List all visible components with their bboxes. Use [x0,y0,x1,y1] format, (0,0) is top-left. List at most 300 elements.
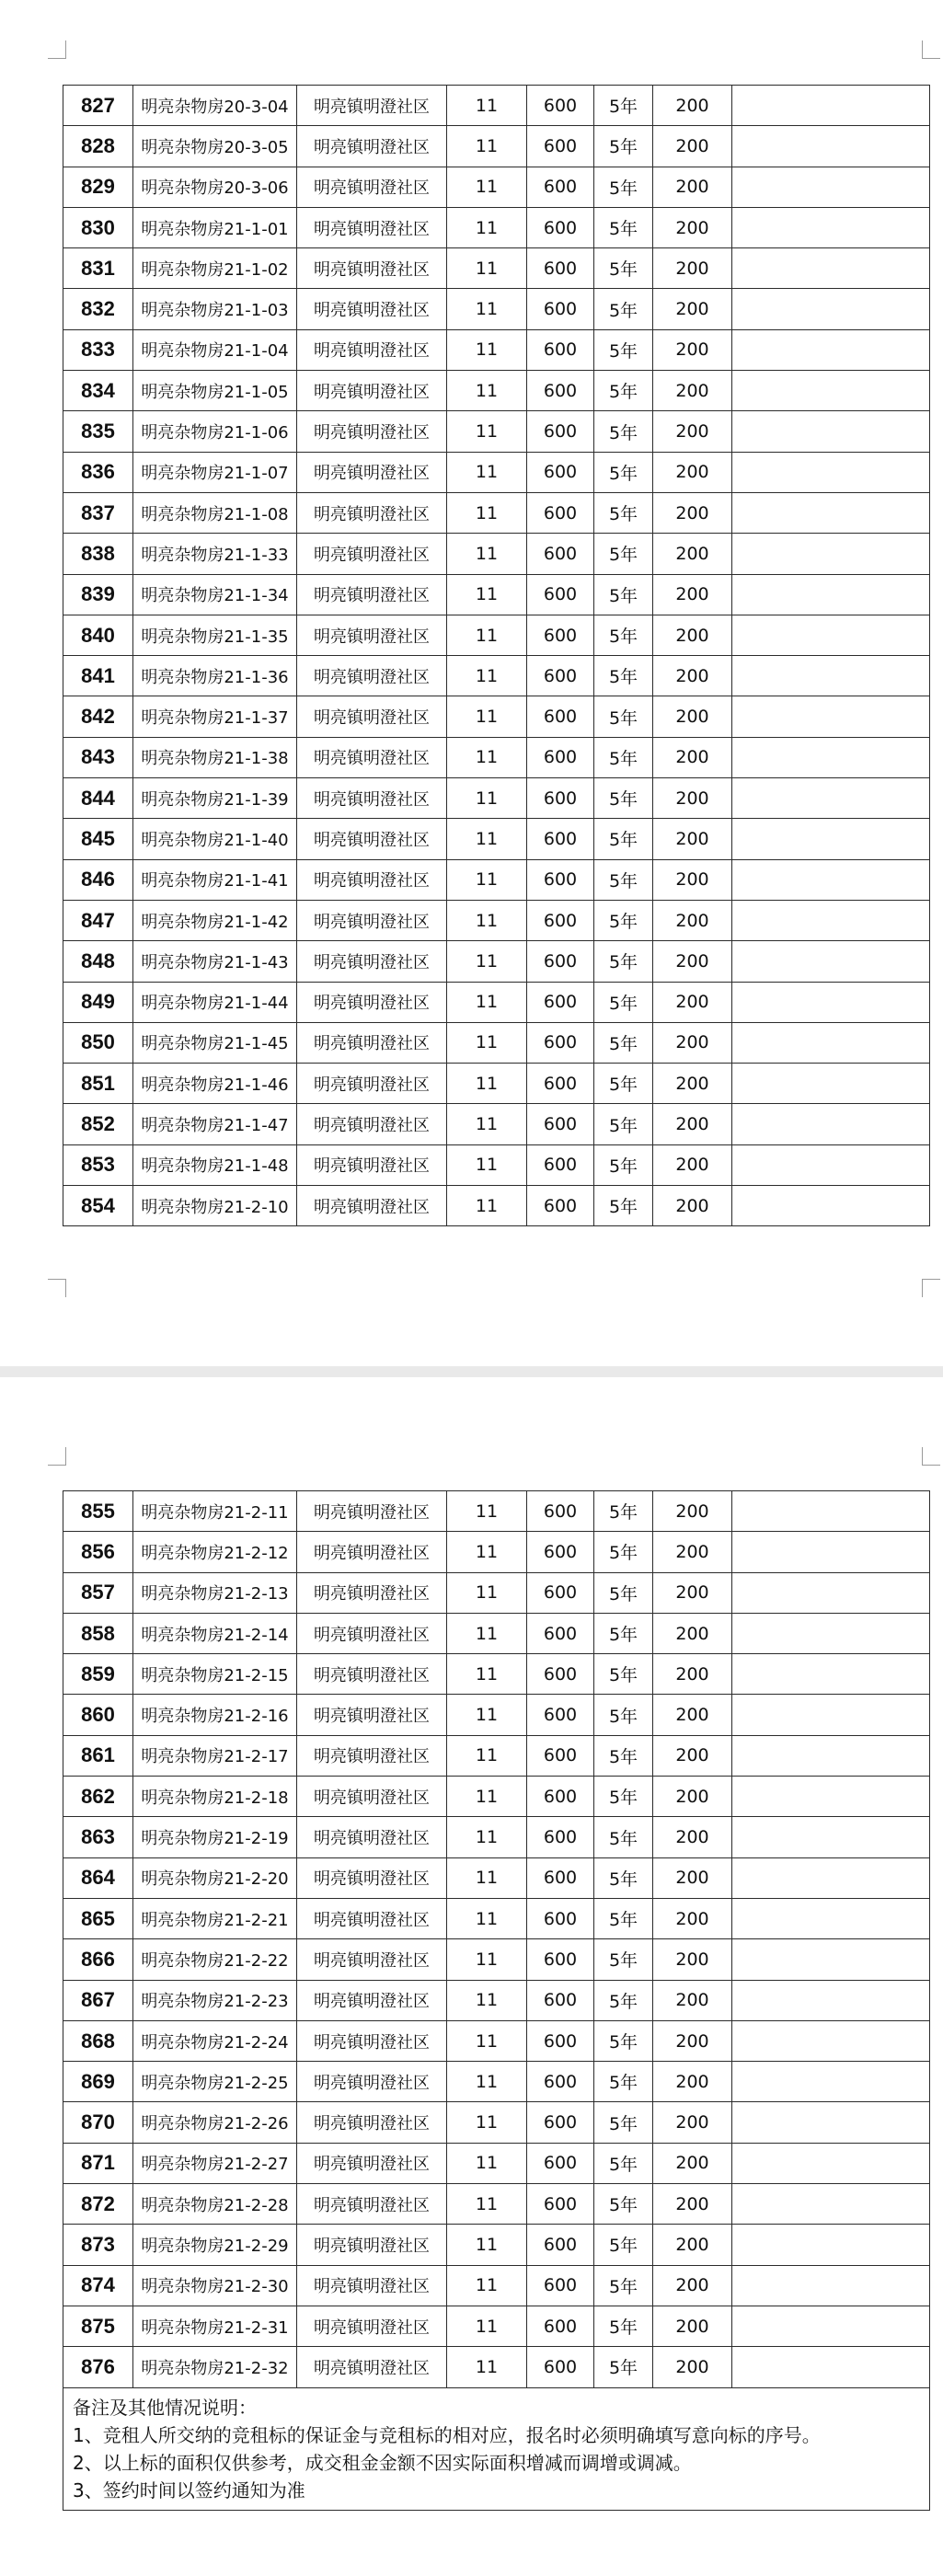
item-area: 11 [447,2143,527,2183]
item-term: 5年 [594,574,653,615]
item-name: 明亮杂物房21-1-07 [133,452,297,492]
row-number: 875 [63,2306,133,2346]
item-deposit: 200 [653,2184,732,2225]
item-remark [732,2225,930,2265]
table-row [63,2225,930,2265]
item-price: 600 [527,1144,594,1185]
item-term: 5年 [594,1777,653,1817]
item-price: 600 [527,1572,594,1613]
table-row [63,574,930,615]
item-price: 600 [527,411,594,452]
item-deposit: 200 [653,492,732,533]
item-name: 明亮杂物房21-2-21 [133,1898,297,1938]
item-term: 5年 [594,2225,653,2265]
item-deposit: 200 [653,1939,732,1980]
item-term: 5年 [594,207,653,247]
item-deposit: 200 [653,1186,732,1226]
item-area: 11 [447,1186,527,1226]
item-remark [732,982,930,1022]
item-area: 11 [447,534,527,574]
table-row [63,1104,930,1144]
item-remark [732,1532,930,1572]
item-remark [732,2347,930,2387]
item-term: 5年 [594,615,653,655]
item-location: 明亮镇明澄社区 [297,1572,447,1613]
row-number: 862 [63,1777,133,1817]
item-term: 5年 [594,1064,653,1104]
item-term: 5年 [594,1532,653,1572]
item-area: 11 [447,207,527,247]
row-number: 858 [63,1613,133,1653]
row-number: 868 [63,2020,133,2061]
item-price: 600 [527,941,594,982]
item-location: 明亮镇明澄社区 [297,1857,447,1898]
item-location: 明亮镇明澄社区 [297,289,447,329]
item-area: 11 [447,1735,527,1776]
item-name: 明亮杂物房21-2-13 [133,1572,297,1613]
item-remark [732,1980,930,2020]
table-row [63,1572,930,1613]
item-term: 5年 [594,452,653,492]
row-number: 839 [63,574,133,615]
row-number: 840 [63,615,133,655]
item-term: 5年 [594,737,653,777]
item-remark [732,737,930,777]
item-name: 明亮杂物房21-1-40 [133,819,297,859]
item-price: 600 [527,900,594,940]
item-price: 600 [527,2265,594,2306]
item-remark [732,656,930,696]
table-row [63,371,930,411]
row-number: 867 [63,1980,133,2020]
notes-line: 1、竞租人所交纳的竞租标的保证金与竞租标的相对应，报名时必须明确填写意向标的序号。 [73,2423,821,2446]
item-remark [732,2306,930,2346]
item-name: 明亮杂物房20-3-04 [133,86,297,126]
item-area: 11 [447,696,527,737]
item-deposit: 200 [653,737,732,777]
row-number: 834 [63,371,133,411]
table-row [63,492,930,533]
table-row [63,1532,930,1572]
item-remark [732,1144,930,1185]
item-term: 5年 [594,167,653,207]
item-area: 11 [447,1144,527,1185]
item-name: 明亮杂物房21-1-43 [133,941,297,982]
item-price: 600 [527,1817,594,1857]
item-location: 明亮镇明澄社区 [297,2184,447,2225]
notes-title: 备注及其他情况说明： [73,2396,257,2419]
item-deposit: 200 [653,1695,732,1735]
item-remark [732,2020,930,2061]
item-name: 明亮杂物房21-2-18 [133,1777,297,1817]
item-area: 11 [447,1654,527,1695]
item-name: 明亮杂物房21-1-35 [133,615,297,655]
row-number: 842 [63,696,133,737]
table-row [63,2347,930,2387]
item-price: 600 [527,1939,594,1980]
lease-table-page-2 [63,1490,930,2511]
item-location: 明亮镇明澄社区 [297,1022,447,1063]
item-deposit: 200 [653,2225,732,2265]
table-row [63,1857,930,1898]
item-remark [732,696,930,737]
row-number: 846 [63,859,133,900]
table-row [63,819,930,859]
item-area: 11 [447,656,527,696]
item-remark [732,1939,930,1980]
item-area: 11 [447,492,527,533]
item-price: 600 [527,982,594,1022]
item-deposit: 200 [653,1022,732,1063]
item-area: 11 [447,167,527,207]
item-remark [732,452,930,492]
item-location: 明亮镇明澄社区 [297,1613,447,1653]
item-remark [732,2062,930,2102]
item-term: 5年 [594,1572,653,1613]
item-deposit: 200 [653,859,732,900]
item-location: 明亮镇明澄社区 [297,1980,447,2020]
item-deposit: 200 [653,1857,732,1898]
table-row [63,329,930,370]
table-row [63,2062,930,2102]
item-price: 600 [527,778,594,819]
item-term: 5年 [594,696,653,737]
item-price: 600 [527,2102,594,2143]
item-price: 600 [527,1857,594,1898]
row-number: 832 [63,289,133,329]
item-remark [732,1857,930,1898]
table-row [63,534,930,574]
table-row [63,1817,930,1857]
item-term: 5年 [594,2184,653,2225]
item-location: 明亮镇明澄社区 [297,2265,447,2306]
item-remark [732,941,930,982]
item-location: 明亮镇明澄社区 [297,2306,447,2346]
item-term: 5年 [594,2143,653,2183]
item-term: 5年 [594,859,653,900]
item-deposit: 200 [653,819,732,859]
item-name: 明亮杂物房21-2-11 [133,1491,297,1532]
item-name: 明亮杂物房21-1-01 [133,207,297,247]
item-area: 11 [447,126,527,167]
item-area: 11 [447,1491,527,1532]
table-row [63,452,930,492]
item-remark [732,1491,930,1532]
table-row [63,126,930,167]
item-remark [732,615,930,655]
notes-line: 3、签约时间以签约通知为准 [73,2478,305,2501]
table-row [63,778,930,819]
item-deposit: 200 [653,371,732,411]
item-name: 明亮杂物房21-1-44 [133,982,297,1022]
row-number: 852 [63,1104,133,1144]
item-term: 5年 [594,1613,653,1653]
item-location: 明亮镇明澄社区 [297,329,447,370]
item-price: 600 [527,289,594,329]
item-area: 11 [447,1857,527,1898]
page-corner-mark [922,1447,940,1466]
item-remark [732,1022,930,1063]
table-row [63,1144,930,1185]
item-deposit: 200 [653,126,732,167]
table-row [63,941,930,982]
item-name: 明亮杂物房21-2-27 [133,2143,297,2183]
item-deposit: 200 [653,2102,732,2143]
row-number: 859 [63,1654,133,1695]
row-number: 829 [63,167,133,207]
item-deposit: 200 [653,329,732,370]
item-term: 5年 [594,656,653,696]
item-deposit: 200 [653,86,732,126]
item-area: 11 [447,1022,527,1063]
row-number: 863 [63,1817,133,1857]
table-row [63,737,930,777]
table-row [63,1939,930,1980]
row-number: 830 [63,207,133,247]
item-price: 600 [527,1532,594,1572]
table-row [63,207,930,247]
item-location: 明亮镇明澄社区 [297,1654,447,1695]
item-price: 600 [527,574,594,615]
table-row [63,1898,930,1938]
item-name: 明亮杂物房21-1-03 [133,289,297,329]
item-price: 600 [527,1613,594,1653]
item-term: 5年 [594,2265,653,2306]
item-price: 600 [527,1695,594,1735]
item-term: 5年 [594,411,653,452]
item-price: 600 [527,737,594,777]
item-deposit: 200 [653,574,732,615]
row-number: 836 [63,452,133,492]
item-term: 5年 [594,2020,653,2061]
table-row [63,1777,930,1817]
item-price: 600 [527,1064,594,1104]
item-name: 明亮杂物房21-1-08 [133,492,297,533]
item-area: 11 [447,1939,527,1980]
item-deposit: 200 [653,1613,732,1653]
row-number: 827 [63,86,133,126]
item-remark [732,86,930,126]
item-deposit: 200 [653,1777,732,1817]
item-deposit: 200 [653,1144,732,1185]
item-name: 明亮杂物房21-2-25 [133,2062,297,2102]
item-area: 11 [447,1613,527,1653]
row-number: 857 [63,1572,133,1613]
item-location: 明亮镇明澄社区 [297,1898,447,1938]
table-row [63,2102,930,2143]
item-price: 600 [527,86,594,126]
item-term: 5年 [594,900,653,940]
item-deposit: 200 [653,452,732,492]
item-remark [732,1654,930,1695]
item-location: 明亮镇明澄社区 [297,2225,447,2265]
table-row [63,289,930,329]
item-term: 5年 [594,248,653,289]
item-term: 5年 [594,371,653,411]
item-location: 明亮镇明澄社区 [297,248,447,289]
item-area: 11 [447,411,527,452]
item-price: 600 [527,167,594,207]
item-name: 明亮杂物房21-1-47 [133,1104,297,1144]
row-number: 871 [63,2143,133,2183]
item-price: 600 [527,534,594,574]
table-row [63,615,930,655]
item-price: 600 [527,819,594,859]
item-location: 明亮镇明澄社区 [297,1064,447,1104]
item-name: 明亮杂物房21-2-10 [133,1186,297,1226]
item-term: 5年 [594,1857,653,1898]
item-deposit: 200 [653,2020,732,2061]
item-deposit: 200 [653,656,732,696]
item-term: 5年 [594,819,653,859]
table-row [63,1654,930,1695]
item-remark [732,2265,930,2306]
item-remark [732,1104,930,1144]
item-deposit: 200 [653,1532,732,1572]
row-number: 851 [63,1064,133,1104]
item-remark [732,778,930,819]
item-name: 明亮杂物房20-3-05 [133,126,297,167]
item-area: 11 [447,859,527,900]
item-remark [732,574,930,615]
item-remark [732,2184,930,2225]
item-term: 5年 [594,289,653,329]
item-remark [732,900,930,940]
row-number: 860 [63,1695,133,1735]
item-deposit: 200 [653,1817,732,1857]
item-remark [732,207,930,247]
item-location: 明亮镇明澄社区 [297,941,447,982]
item-remark [732,1817,930,1857]
item-remark [732,819,930,859]
page-corner-mark [48,1447,66,1466]
item-remark [732,2102,930,2143]
item-deposit: 200 [653,248,732,289]
row-number: 845 [63,819,133,859]
item-area: 11 [447,2306,527,2346]
item-area: 11 [447,1572,527,1613]
item-price: 600 [527,329,594,370]
item-price: 600 [527,2184,594,2225]
row-number: 837 [63,492,133,533]
item-name: 明亮杂物房21-1-42 [133,900,297,940]
item-name: 明亮杂物房21-1-36 [133,656,297,696]
item-name: 明亮杂物房21-1-34 [133,574,297,615]
item-area: 11 [447,982,527,1022]
item-name: 明亮杂物房21-2-15 [133,1654,297,1695]
row-number: 865 [63,1898,133,1938]
item-term: 5年 [594,941,653,982]
item-deposit: 200 [653,696,732,737]
item-name: 明亮杂物房21-2-31 [133,2306,297,2346]
item-name: 明亮杂物房21-1-46 [133,1064,297,1104]
item-remark [732,1064,930,1104]
item-price: 600 [527,371,594,411]
item-term: 5年 [594,2347,653,2387]
item-price: 600 [527,656,594,696]
item-deposit: 200 [653,982,732,1022]
item-price: 600 [527,1186,594,1226]
table-row [63,982,930,1022]
notes-cell [63,2387,930,2510]
table-row [63,1491,930,1532]
item-deposit: 200 [653,2265,732,2306]
item-location: 明亮镇明澄社区 [297,1186,447,1226]
item-remark [732,371,930,411]
item-location: 明亮镇明澄社区 [297,1695,447,1735]
item-remark [732,289,930,329]
row-number: 844 [63,778,133,819]
item-location: 明亮镇明澄社区 [297,737,447,777]
item-area: 11 [447,2020,527,2061]
item-name: 明亮杂物房21-2-14 [133,1613,297,1653]
item-term: 5年 [594,1104,653,1144]
item-remark [732,1735,930,1776]
row-number: 849 [63,982,133,1022]
item-area: 11 [447,2102,527,2143]
row-number: 855 [63,1491,133,1532]
row-number: 831 [63,248,133,289]
item-name: 明亮杂物房21-1-02 [133,248,297,289]
item-area: 11 [447,248,527,289]
item-term: 5年 [594,86,653,126]
item-area: 11 [447,452,527,492]
item-term: 5年 [594,329,653,370]
row-number: 869 [63,2062,133,2102]
item-price: 600 [527,1735,594,1776]
table-row [63,2143,930,2183]
item-location: 明亮镇明澄社区 [297,1777,447,1817]
lease-table-page-1 [63,85,930,1226]
item-deposit: 200 [653,941,732,982]
item-area: 11 [447,2347,527,2387]
row-number: 841 [63,656,133,696]
row-number: 872 [63,2184,133,2225]
table-row [63,1735,930,1776]
notes-line: 2、以上标的面积仅供参考，成交租金金额不因实际面积增减而调增或调减。 [73,2451,692,2474]
item-price: 600 [527,1491,594,1532]
item-location: 明亮镇明澄社区 [297,1817,447,1857]
item-term: 5年 [594,1898,653,1938]
item-term: 5年 [594,1817,653,1857]
item-term: 5年 [594,1695,653,1735]
item-price: 600 [527,2306,594,2346]
item-area: 11 [447,615,527,655]
item-name: 明亮杂物房21-1-41 [133,859,297,900]
table-row [63,86,930,126]
item-term: 5年 [594,492,653,533]
row-number: 847 [63,900,133,940]
item-term: 5年 [594,1186,653,1226]
item-location: 明亮镇明澄社区 [297,452,447,492]
item-location: 明亮镇明澄社区 [297,819,447,859]
item-deposit: 200 [653,1980,732,2020]
item-remark [732,1613,930,1653]
item-area: 11 [447,2062,527,2102]
item-area: 11 [447,900,527,940]
item-remark [732,329,930,370]
item-name: 明亮杂物房21-1-33 [133,534,297,574]
item-price: 600 [527,859,594,900]
item-location: 明亮镇明澄社区 [297,411,447,452]
item-price: 600 [527,1898,594,1938]
item-area: 11 [447,1532,527,1572]
item-area: 11 [447,371,527,411]
item-location: 明亮镇明澄社区 [297,615,447,655]
item-area: 11 [447,574,527,615]
item-location: 明亮镇明澄社区 [297,1532,447,1572]
item-area: 11 [447,1777,527,1817]
